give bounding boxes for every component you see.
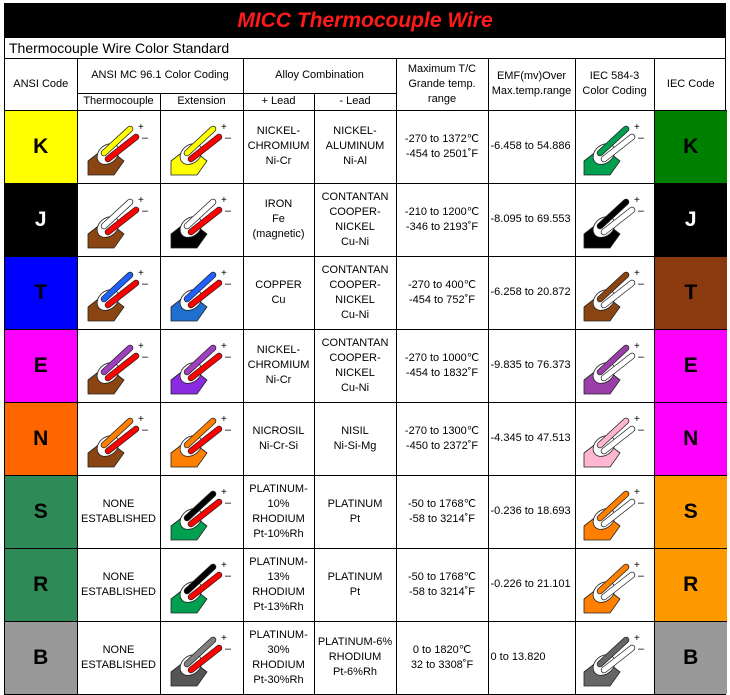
iec-code-cell: N — [654, 402, 727, 475]
header-ansi-mc: ANSI MC 96.1 Color Coding — [77, 59, 243, 93]
minus-lead-cell — [314, 110, 396, 183]
svg-text:–: – — [637, 642, 644, 655]
minus-lead-line: Pt — [349, 585, 361, 598]
plus-lead-line: 10% — [267, 497, 290, 510]
max-temp-line: -58 to 3214˚F — [408, 585, 476, 598]
svg-text:+: + — [137, 121, 144, 133]
svg-text:+: + — [633, 486, 640, 498]
svg-text:+: + — [137, 267, 144, 279]
plus-lead-line: PLATINUM- — [249, 555, 308, 568]
iec-wire-cell — [575, 475, 654, 548]
emf-cell: -9.835 to 76.373 — [488, 329, 575, 402]
header-extension: Extension — [160, 93, 243, 110]
max-temp-line: -454 to 752˚F — [408, 293, 476, 306]
max-temp-cell — [396, 475, 488, 548]
svg-text:–: – — [224, 569, 231, 582]
ansi-code-cell: J — [5, 183, 77, 256]
plus-lead-line: RHODIUM — [252, 512, 305, 525]
minus-lead-cell — [314, 475, 396, 548]
svg-text:+: + — [220, 194, 227, 206]
extension-wire-icon — [167, 190, 237, 250]
svg-text:+: + — [633, 121, 640, 133]
iec-wire-icon — [580, 628, 650, 688]
svg-text:–: – — [141, 277, 148, 290]
color-standard-table — [5, 59, 727, 694]
iec-wire-icon — [580, 117, 650, 177]
plus-lead-line: NICKEL- — [256, 344, 301, 356]
emf-cell: -8.095 to 69.553 — [488, 183, 575, 256]
iec-code-cell: E — [654, 329, 727, 402]
extension-wire-icon — [167, 117, 237, 177]
max-temp-line: -270 to 1372℃ — [404, 132, 480, 145]
iec-code-cell: T — [654, 256, 727, 329]
table-row — [5, 329, 727, 402]
plus-lead-line: IRON — [264, 198, 293, 210]
extension-wire-cell — [160, 329, 243, 402]
extension-wire-icon — [167, 482, 237, 542]
ansi-code-cell: B — [5, 621, 77, 694]
minus-lead-cell — [314, 548, 396, 621]
emf-cell: -0.236 to 18.693 — [488, 475, 575, 548]
ansi-code-cell: T — [5, 256, 77, 329]
minus-lead-cell — [314, 183, 396, 256]
minus-lead-line: CONTANTAN — [321, 336, 389, 349]
none-established-line: NONE — [102, 497, 135, 510]
iec-wire-icon — [580, 482, 650, 542]
max-temp-line: -58 to 3214˚F — [408, 512, 476, 525]
minus-lead-line: Pt-6%Rh — [332, 666, 378, 679]
none-established-line: ESTABLISHED — [81, 585, 156, 598]
max-temp-line: -450 to 2372˚F — [405, 439, 479, 452]
extension-wire-icon — [167, 628, 237, 688]
plus-lead-cell — [243, 402, 314, 475]
iec-wire-cell — [575, 402, 654, 475]
thermocouple-wire-cell — [77, 110, 160, 183]
max-temp-cell — [396, 621, 488, 694]
minus-lead-line: CONTANTAN — [321, 263, 389, 276]
none-established-line: NONE — [102, 643, 135, 656]
minus-lead-line: RHODIUM — [328, 651, 382, 664]
thermocouple-wire-cell — [77, 621, 160, 694]
minus-lead-cell — [314, 621, 396, 694]
plus-lead-line: Ni-Cr — [265, 155, 292, 167]
iec-wire-icon — [580, 190, 650, 250]
max-temp-line: -270 to 400℃ — [407, 278, 476, 291]
plus-lead-line: RHODIUM — [252, 585, 305, 598]
thermocouple-wire-cell — [77, 548, 160, 621]
extension-wire-cell — [160, 183, 243, 256]
extension-wire-cell — [160, 621, 243, 694]
svg-text:–: – — [637, 496, 644, 509]
table-row — [5, 475, 727, 548]
minus-lead-line: COOPER- — [329, 278, 381, 291]
svg-text:–: – — [224, 277, 231, 290]
plus-lead-line: RHODIUM — [252, 658, 305, 671]
iec-code-cell: S — [654, 475, 727, 548]
max-temp-line: -270 to 1300℃ — [404, 424, 480, 437]
svg-text:–: – — [141, 423, 148, 436]
header-minus-lead: - Lead — [314, 93, 396, 110]
none-established-line: NONE — [102, 570, 135, 583]
none-established-line: ESTABLISHED — [81, 658, 156, 671]
svg-text:–: – — [141, 350, 148, 363]
iec-code-cell: K — [654, 110, 727, 183]
table-row — [5, 548, 727, 621]
plus-lead-cell — [243, 548, 314, 621]
iec-wire-icon — [580, 555, 650, 615]
minus-lead-line: CONTANTAN — [321, 190, 389, 203]
thermocouple-wire-cell — [77, 402, 160, 475]
plus-lead-line: Fe — [272, 213, 285, 225]
table-subtitle: Thermocouple Wire Color Standard — [5, 37, 725, 59]
minus-lead-cell — [314, 256, 396, 329]
table-row — [5, 256, 727, 329]
header-plus-lead: + Lead — [243, 93, 314, 110]
svg-text:+: + — [220, 632, 227, 644]
extension-wire-icon — [167, 336, 237, 396]
max-temp-line: -210 to 1200℃ — [404, 205, 480, 218]
svg-text:+: + — [220, 559, 227, 571]
thermocouple-wire-icon — [84, 336, 154, 396]
svg-text:–: – — [224, 496, 231, 509]
svg-text:+: + — [633, 267, 640, 279]
page-title: MICC Thermocouple Wire — [237, 8, 493, 32]
ansi-code-cell: E — [5, 329, 77, 402]
minus-lead-line: Ni-Al — [343, 155, 367, 167]
svg-text:–: – — [637, 569, 644, 582]
table-row — [5, 110, 727, 183]
svg-text:–: – — [224, 131, 231, 144]
max-temp-cell — [396, 110, 488, 183]
plus-lead-cell — [243, 256, 314, 329]
thermocouple-sheet — [4, 3, 726, 695]
max-temp-cell — [396, 548, 488, 621]
svg-text:–: – — [637, 204, 644, 217]
minus-lead-line: NISIL — [341, 424, 369, 437]
iec-code-cell: R — [654, 548, 727, 621]
table-body — [5, 110, 727, 694]
plus-lead-cell — [243, 110, 314, 183]
svg-text:+: + — [633, 559, 640, 571]
header-max-temp: Maximum T/C Grande temp. range — [396, 59, 488, 110]
plus-lead-line: Ni-Cr — [265, 374, 292, 386]
minus-lead-line: Cu-Ni — [340, 308, 370, 321]
minus-lead-cell — [314, 402, 396, 475]
thermocouple-wire-icon — [84, 263, 154, 323]
svg-text:+: + — [633, 194, 640, 206]
minus-lead-line: Cu-Ni — [340, 235, 370, 248]
plus-lead-line: Pt-10%Rh — [253, 527, 304, 540]
minus-lead-line: PLATINUM — [327, 497, 383, 510]
extension-wire-cell — [160, 402, 243, 475]
minus-lead-line: NICKEL — [335, 293, 375, 306]
minus-lead-line: COOPER- — [329, 351, 381, 364]
ansi-code-cell: R — [5, 548, 77, 621]
iec-wire-cell — [575, 183, 654, 256]
svg-text:–: – — [637, 350, 644, 363]
thermocouple-wire-cell — [77, 183, 160, 256]
iec-wire-icon — [580, 263, 650, 323]
minus-lead-line: Ni-Si-Mg — [333, 439, 377, 452]
max-temp-line: -50 to 1768℃ — [407, 570, 476, 583]
plus-lead-line: NICROSIL — [252, 424, 305, 437]
svg-text:+: + — [137, 413, 144, 425]
thermocouple-wire-icon — [84, 190, 154, 250]
iec-wire-cell — [575, 329, 654, 402]
max-temp-cell — [396, 402, 488, 475]
svg-text:+: + — [220, 121, 227, 133]
iec-wire-icon — [580, 336, 650, 396]
minus-lead-line: COOPER- — [329, 205, 381, 218]
max-temp-line: -346 to 2193˚F — [405, 220, 479, 233]
svg-text:–: – — [141, 131, 148, 144]
thermocouple-wire-cell — [77, 329, 160, 402]
emf-cell: 0 to 13.820 — [488, 621, 575, 694]
header-thermocouple: Thermocouple — [77, 93, 160, 110]
title-banner — [5, 4, 725, 37]
max-temp-line: -270 to 1000℃ — [404, 351, 480, 364]
svg-text:–: – — [637, 277, 644, 290]
extension-wire-cell — [160, 256, 243, 329]
iec-code-cell: B — [654, 621, 727, 694]
plus-lead-line: (magnetic) — [252, 228, 305, 240]
ansi-code-cell: N — [5, 402, 77, 475]
svg-text:+: + — [137, 194, 144, 206]
ansi-code-cell: K — [5, 110, 77, 183]
table-row — [5, 183, 727, 256]
minus-lead-line: Pt — [349, 512, 361, 525]
plus-lead-line: Pt-30%Rh — [253, 673, 304, 686]
plus-lead-line: CHROMIUM — [247, 140, 310, 152]
max-temp-cell — [396, 329, 488, 402]
header-emf: EMF(mv)Over Max.temp.range — [488, 59, 575, 110]
max-temp-line: -50 to 1768℃ — [407, 497, 476, 510]
plus-lead-line: Pt-13%Rh — [253, 600, 304, 613]
ansi-code-cell: S — [5, 475, 77, 548]
iec-wire-icon — [580, 409, 650, 469]
thermocouple-wire-cell — [77, 475, 160, 548]
max-temp-line: -454 to 1832˚F — [405, 366, 479, 379]
plus-lead-cell — [243, 183, 314, 256]
minus-lead-cell — [314, 329, 396, 402]
minus-lead-line: NICKEL- — [333, 125, 377, 137]
plus-lead-line: CHROMIUM — [247, 359, 310, 371]
emf-cell: -6.458 to 54.886 — [488, 110, 575, 183]
iec-wire-cell — [575, 548, 654, 621]
max-temp-line: 32 to 3308˚F — [410, 658, 474, 671]
svg-text:–: – — [224, 423, 231, 436]
iec-wire-cell — [575, 110, 654, 183]
minus-lead-line: NICKEL — [335, 366, 375, 379]
plus-lead-line: PLATINUM- — [249, 628, 308, 641]
svg-text:–: – — [141, 204, 148, 217]
extension-wire-cell — [160, 475, 243, 548]
plus-lead-line: Cu — [271, 293, 286, 306]
svg-text:–: – — [224, 642, 231, 655]
svg-text:–: – — [224, 350, 231, 363]
svg-text:+: + — [220, 267, 227, 279]
plus-lead-cell — [243, 621, 314, 694]
iec-code-cell: J — [654, 183, 727, 256]
plus-lead-cell — [243, 329, 314, 402]
svg-text:+: + — [220, 340, 227, 352]
max-temp-cell — [396, 256, 488, 329]
table-row — [5, 621, 727, 694]
plus-lead-line: Ni-Cr-Si — [258, 439, 299, 452]
extension-wire-cell — [160, 548, 243, 621]
thermocouple-wire-cell — [77, 256, 160, 329]
svg-text:+: + — [137, 340, 144, 352]
plus-lead-line: NICKEL- — [256, 125, 301, 137]
max-temp-line: -454 to 2501˚F — [405, 147, 479, 160]
plus-lead-line: 13% — [267, 570, 290, 583]
svg-text:–: – — [224, 204, 231, 217]
svg-text:+: + — [633, 340, 640, 352]
emf-cell: -0.226 to 21.101 — [488, 548, 575, 621]
header-iec584: IEC 584-3 Color Coding — [575, 59, 654, 110]
svg-text:–: – — [637, 131, 644, 144]
thermocouple-wire-icon — [84, 117, 154, 177]
emf-cell: -6.258 to 20.872 — [488, 256, 575, 329]
iec-wire-cell — [575, 256, 654, 329]
iec-wire-cell — [575, 621, 654, 694]
svg-text:+: + — [220, 486, 227, 498]
extension-wire-icon — [167, 555, 237, 615]
minus-lead-line: PLATINUM-6% — [317, 636, 393, 649]
svg-text:–: – — [637, 423, 644, 436]
plus-lead-line: PLATINUM- — [249, 482, 308, 495]
thermocouple-wire-icon — [84, 409, 154, 469]
table-row — [5, 402, 727, 475]
minus-lead-line: NICKEL — [335, 220, 375, 233]
extension-wire-icon — [167, 263, 237, 323]
max-temp-cell — [396, 183, 488, 256]
minus-lead-line: Cu-Ni — [340, 381, 370, 394]
header-alloy: Alloy Combination — [243, 59, 396, 93]
header-iec-code: IEC Code — [654, 59, 727, 110]
svg-text:+: + — [633, 413, 640, 425]
none-established-line: ESTABLISHED — [81, 512, 156, 525]
plus-lead-cell — [243, 475, 314, 548]
header-ansi-code: ANSI Code — [5, 59, 77, 110]
minus-lead-line: ALUMINUM — [325, 140, 385, 152]
extension-wire-cell — [160, 110, 243, 183]
plus-lead-line: COPPER — [255, 278, 302, 291]
extension-wire-icon — [167, 409, 237, 469]
svg-text:+: + — [220, 413, 227, 425]
max-temp-line: 0 to 1820℃ — [412, 643, 472, 656]
plus-lead-line: 30% — [267, 643, 290, 656]
svg-text:+: + — [633, 632, 640, 644]
minus-lead-line: PLATINUM — [327, 570, 383, 583]
emf-cell: -4.345 to 47.513 — [488, 402, 575, 475]
